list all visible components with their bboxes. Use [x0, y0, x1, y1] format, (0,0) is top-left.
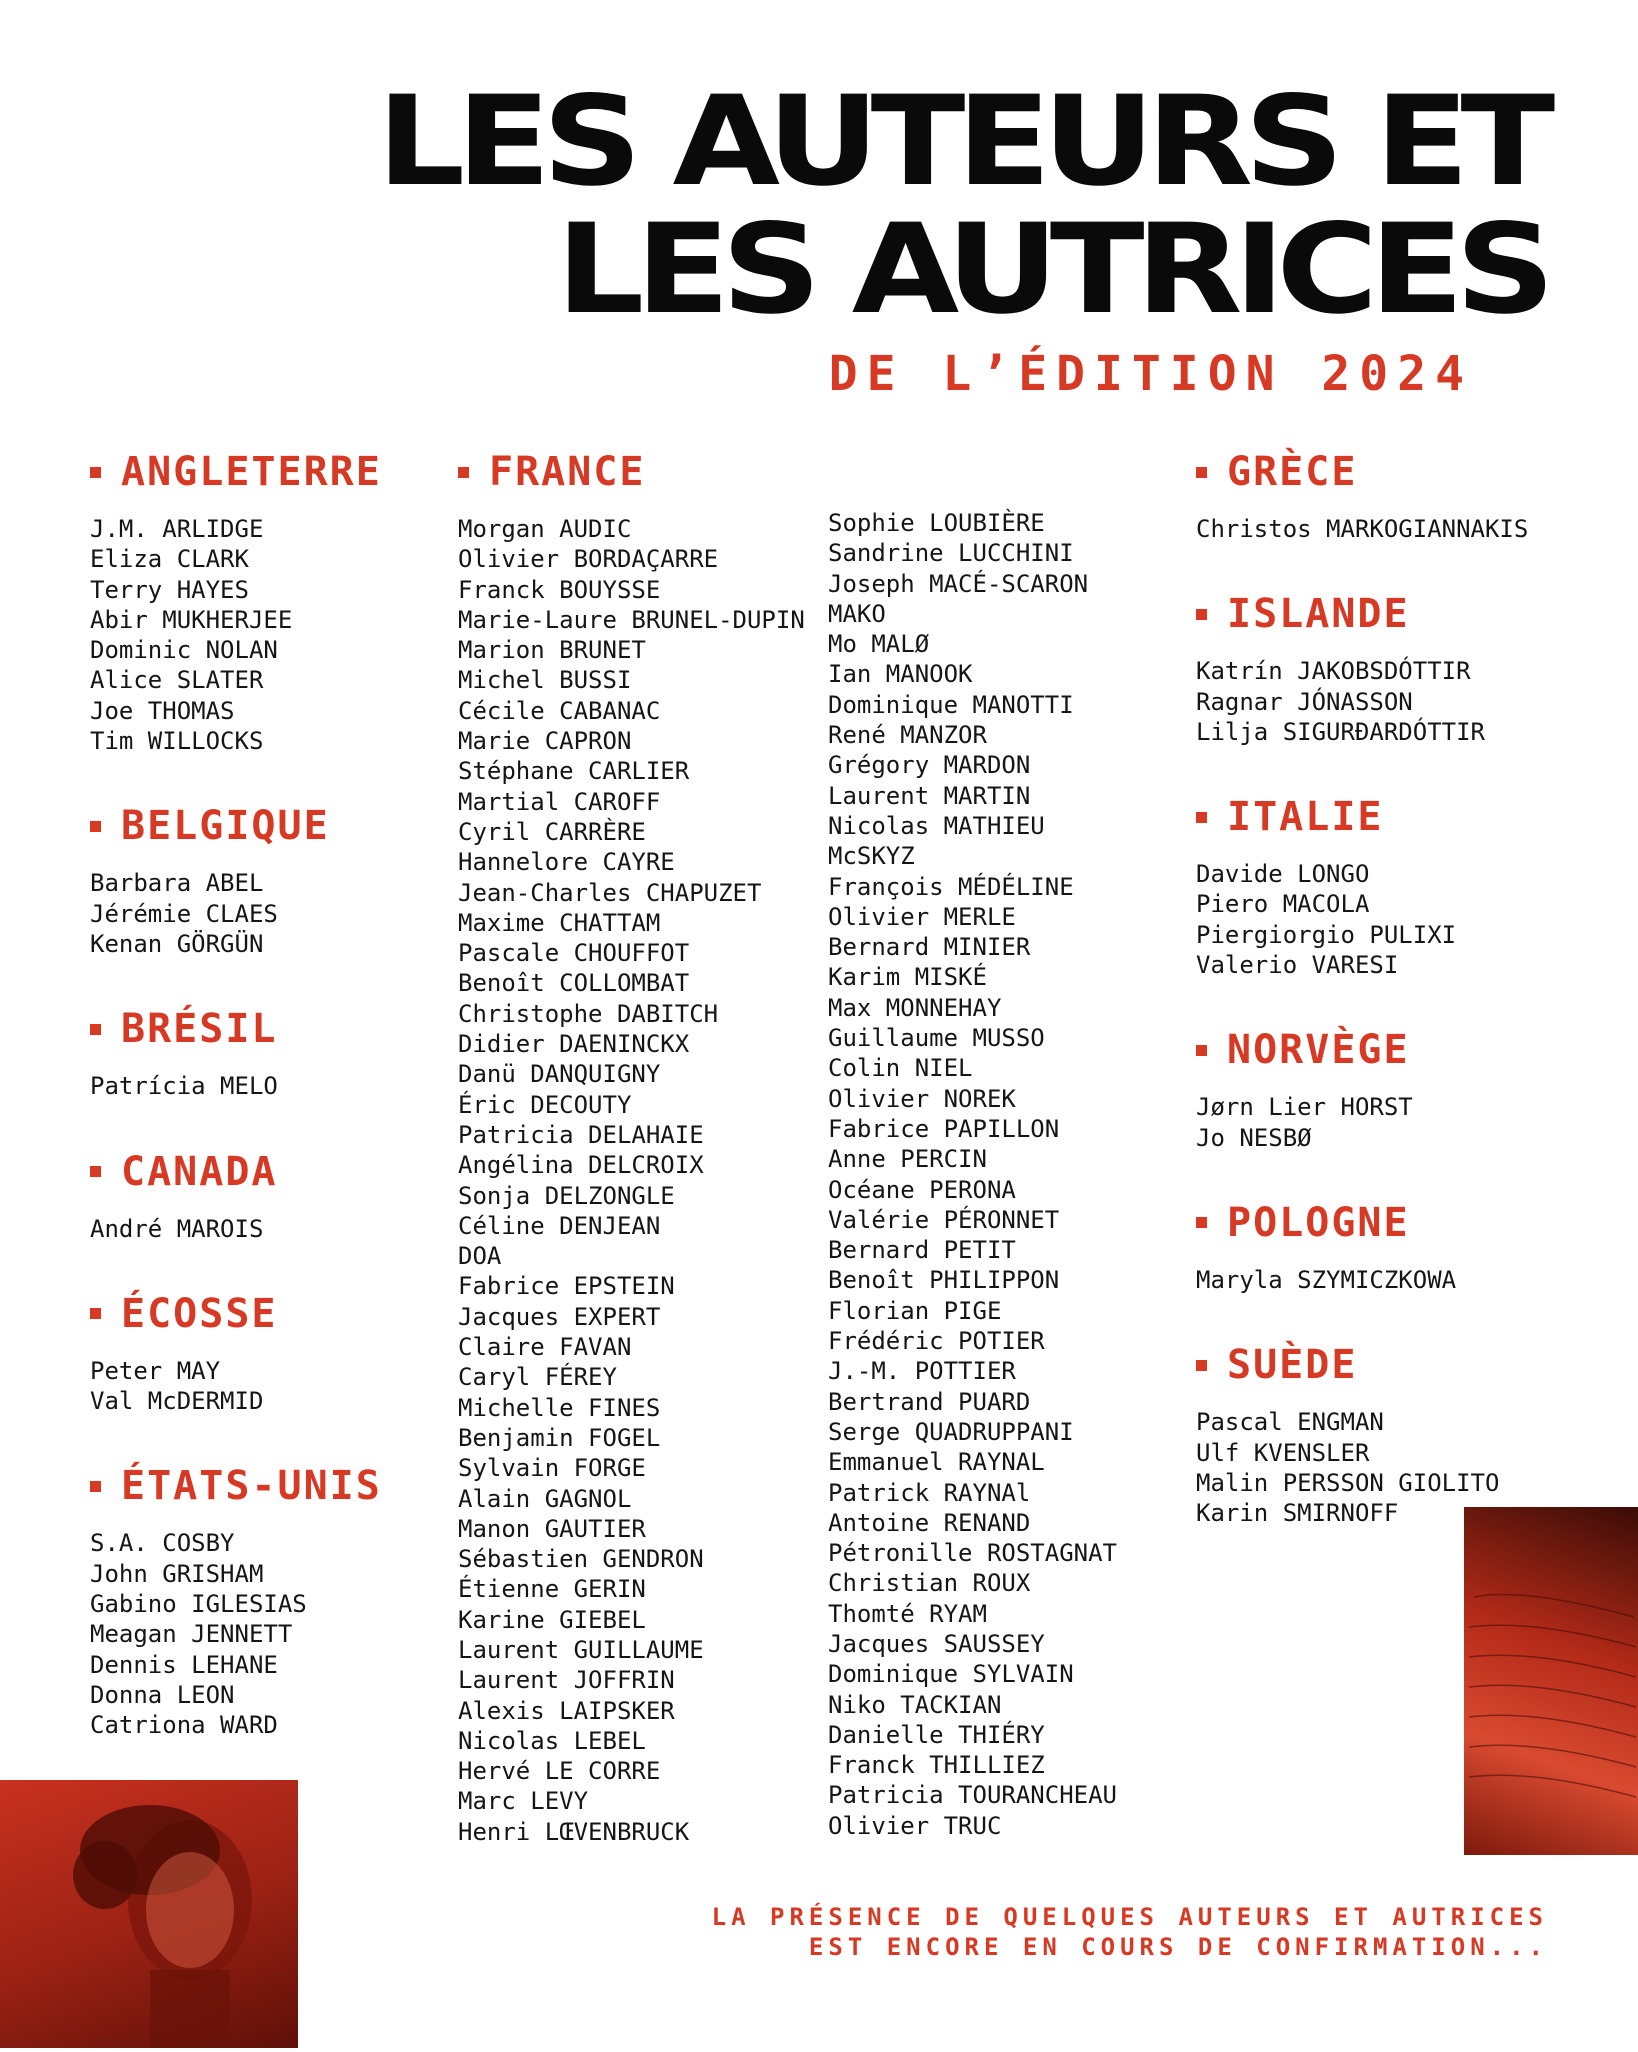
- country-name: BELGIQUE: [121, 803, 330, 850]
- confirmation-notice: [712, 1902, 1548, 1962]
- author-name: Joseph MACÉ-SCARON: [828, 569, 1089, 598]
- section-france: [458, 446, 805, 1847]
- author-name: Céline DENJEAN: [458, 1211, 661, 1240]
- author-name: Olivier BORDAÇARRE: [458, 545, 719, 574]
- author-name: Karin SMIRNOFF: [1196, 1499, 1399, 1528]
- country-name: FRANCE: [489, 449, 646, 495]
- author-name: Joe THOMAS: [90, 696, 235, 725]
- square-bullet-icon: [90, 1166, 101, 1177]
- author-name: Katrín JAKOBSDÓTTIR: [1196, 657, 1471, 686]
- author-name: Laurent MARTIN: [828, 781, 1031, 810]
- section-heading: [1196, 791, 1528, 843]
- square-bullet-icon: [90, 1481, 101, 1492]
- author-name: J.M. ARLIDGE: [90, 515, 264, 543]
- country-name: CANADA: [121, 1148, 278, 1195]
- author-name: J.-M. POTTIER: [828, 1357, 1016, 1386]
- author-name: Dominique SYLVAIN: [828, 1660, 1074, 1689]
- author-name: Fabrice PAPILLON: [828, 1114, 1060, 1143]
- section-ecosse: [90, 1288, 382, 1417]
- author-name: Abir MUKHERJEE: [90, 605, 293, 634]
- author-name: Anne PERCIN: [828, 1145, 987, 1174]
- author-name: Malin PERSSON GIOLITO: [1196, 1468, 1500, 1497]
- section-pologne: [1196, 1197, 1528, 1295]
- author-name: Sébastien GENDRON: [458, 1545, 704, 1574]
- letter-lines: [1464, 1507, 1638, 1855]
- author-list: [90, 1214, 382, 1244]
- author-name: Patrícia MELO: [90, 1072, 278, 1101]
- author-name: Franck BOUYSSE: [458, 575, 661, 604]
- author-name: Bertrand PUARD: [828, 1387, 1031, 1416]
- author-name: Catriona WARD: [90, 1711, 278, 1740]
- square-bullet-icon: [1196, 609, 1207, 620]
- square-bullet-icon: [90, 1024, 101, 1035]
- author-name: Gabino IGLESIAS: [90, 1590, 307, 1619]
- author-name: Cyril CARRÈRE: [458, 817, 646, 846]
- author-name: Bernard MINIER: [828, 933, 1031, 962]
- author-name: Max MONNEHAY: [828, 993, 1002, 1022]
- author-list: [1196, 859, 1528, 980]
- author-name: Caryl FÉREY: [458, 1363, 617, 1392]
- section-heading: [90, 800, 382, 852]
- author-name: Nicolas LEBEL: [458, 1726, 646, 1755]
- section-heading: [90, 1288, 382, 1340]
- author-name: Davide LONGO: [1196, 860, 1370, 889]
- author-name: Emmanuel RAYNAL: [828, 1448, 1045, 1477]
- author-name: Sylvain FORGE: [458, 1454, 646, 1483]
- author-name: Étienne GERIN: [458, 1575, 646, 1604]
- country-name: GRÈCE: [1227, 449, 1358, 495]
- author-list: [458, 514, 805, 1847]
- author-name: Henri LŒVENBRUCK: [458, 1817, 690, 1846]
- author-name: Jørn Lier HORST: [1196, 1093, 1413, 1122]
- column-3: [828, 508, 1117, 1841]
- square-bullet-icon: [90, 467, 101, 478]
- author-list-france-continued: [828, 508, 1117, 1841]
- author-name: Morgan AUDIC: [458, 515, 632, 543]
- author-name: Christophe DABITCH: [458, 999, 719, 1028]
- section-heading: [90, 1003, 382, 1055]
- author-name: Dominique MANOTTI: [828, 690, 1074, 719]
- section-canada: [90, 1146, 382, 1244]
- author-name: François MÉDÉLINE: [828, 872, 1074, 901]
- author-name: Alain GAGNOL: [458, 1484, 632, 1513]
- section-etats-unis: [90, 1460, 382, 1740]
- page-title: [376, 70, 1546, 342]
- author-name: Eliza CLARK: [90, 545, 249, 574]
- author-name: Océane PERONA: [828, 1175, 1016, 1204]
- column-4: [1196, 446, 1528, 1572]
- author-name: Manon GAUTIER: [458, 1514, 646, 1543]
- author-name: Maryla SZYMICZKOWA: [1196, 1265, 1457, 1294]
- author-name: Jo NESBØ: [1196, 1123, 1312, 1152]
- square-bullet-icon: [90, 821, 101, 832]
- author-name: Peter MAY: [90, 1356, 221, 1385]
- country-name: ÉTATS-UNIS: [121, 1463, 382, 1510]
- author-name: Pascal ENGMAN: [1196, 1408, 1384, 1437]
- author-name: Karim MISKÉ: [828, 963, 987, 992]
- author-name: Marc LEVY: [458, 1787, 589, 1816]
- author-name: Laurent GUILLAUME: [458, 1635, 704, 1664]
- section-heading: [1196, 1024, 1528, 1076]
- section-heading: [1196, 1339, 1528, 1391]
- author-name: Patrick RAYNAl: [828, 1478, 1031, 1507]
- section-heading: [1196, 446, 1528, 498]
- author-name: Pétronille ROSTAGNAT: [828, 1539, 1117, 1568]
- author-name: Pascale CHOUFFOT: [458, 939, 690, 968]
- square-bullet-icon: [90, 1308, 101, 1319]
- author-name: Patricia TOURANCHEAU: [828, 1781, 1117, 1810]
- section-heading: [1196, 1197, 1528, 1249]
- author-name: Terry HAYES: [90, 575, 249, 604]
- section-heading: [1196, 588, 1528, 640]
- author-list: [1196, 1092, 1528, 1153]
- author-name: Alice SLATER: [90, 666, 264, 695]
- author-name: Benjamin FOGEL: [458, 1423, 661, 1452]
- title-line-2: LES AUTRICES: [555, 198, 1546, 342]
- section-heading: [90, 1146, 382, 1198]
- author-name: Jacques SAUSSEY: [828, 1629, 1045, 1658]
- author-list: [90, 868, 382, 959]
- author-name: Stéphane CARLIER: [458, 757, 690, 786]
- country-name: BRÉSIL: [121, 1006, 278, 1053]
- author-name: Donna LEON: [90, 1680, 235, 1709]
- section-suede: [1196, 1339, 1528, 1528]
- author-name: Maxime CHATTAM: [458, 908, 661, 937]
- section-norvege: [1196, 1024, 1528, 1153]
- section-bresil: [90, 1003, 382, 1101]
- author-name: Alexis LAIPSKER: [458, 1696, 675, 1725]
- author-name: Michelle FINES: [458, 1393, 661, 1422]
- section-islande: [1196, 588, 1528, 747]
- author-name: Piero MACOLA: [1196, 890, 1370, 919]
- column-2: [458, 446, 805, 1891]
- author-name: Didier DAENINCKX: [458, 1030, 690, 1059]
- author-name: MAKO: [828, 599, 886, 628]
- author-name: Ulf KVENSLER: [1196, 1438, 1370, 1467]
- author-name: Claire FAVAN: [458, 1333, 632, 1362]
- section-italie: [1196, 791, 1528, 980]
- author-name: Marion BRUNET: [458, 636, 646, 665]
- title-line-1: LES AUTEURS ET: [376, 70, 1546, 214]
- author-name: Angélina DELCROIX: [458, 1151, 704, 1180]
- author-name: Marie-Laure BRUNEL-DUPIN: [458, 605, 805, 634]
- country-name: SUÈDE: [1227, 1342, 1358, 1389]
- author-name: Benoît PHILIPPON: [828, 1266, 1060, 1295]
- portrait-silhouette: [0, 1780, 298, 2048]
- author-name: Laurent JOFFRIN: [458, 1666, 675, 1695]
- author-name: Olivier NOREK: [828, 1084, 1016, 1113]
- author-name: Sandrine LUCCHINI: [828, 539, 1074, 568]
- author-name: S.A. COSBY: [90, 1529, 235, 1558]
- country-name: NORVÈGE: [1227, 1027, 1410, 1074]
- author-name: Colin NIEL: [828, 1054, 973, 1083]
- author-name: Fabrice EPSTEIN: [458, 1272, 675, 1301]
- author-name: Meagan JENNETT: [90, 1620, 293, 1649]
- author-name: Piergiorgio PULIXI: [1196, 920, 1457, 949]
- author-name: Franck THILLIEZ: [828, 1751, 1045, 1780]
- author-name: Lilja SIGURÐARDÓTTIR: [1196, 717, 1485, 746]
- author-name: Sophie LOUBIÈRE: [828, 509, 1045, 537]
- column-1: [90, 446, 382, 1785]
- section-belgique: [90, 800, 382, 959]
- section-heading: [90, 1460, 382, 1512]
- author-name: Barbara ABEL: [90, 869, 264, 898]
- author-name: Olivier TRUC: [828, 1811, 1002, 1840]
- author-list: [1196, 1265, 1528, 1295]
- author-name: René MANZOR: [828, 721, 987, 750]
- author-name: Cécile CABANAC: [458, 696, 661, 725]
- section-heading: [458, 446, 805, 498]
- author-name: Christos MARKOGIANNAKIS: [1196, 515, 1529, 543]
- square-bullet-icon: [1196, 467, 1207, 478]
- author-name: Florian PIGE: [828, 1296, 1002, 1325]
- author-name: André MAROIS: [90, 1214, 264, 1243]
- author-list: [90, 1528, 382, 1740]
- author-name: Hervé LE CORRE: [458, 1757, 661, 1786]
- author-name: Hannelore CAYRE: [458, 848, 675, 877]
- author-name: Christian ROUX: [828, 1569, 1031, 1598]
- author-list: [1196, 656, 1528, 747]
- author-name: Jacques EXPERT: [458, 1302, 661, 1331]
- author-name: Patricia DELAHAIE: [458, 1120, 704, 1149]
- notice-line-1: LA PRÉSENCE DE QUELQUES AUTEURS ET AUTRICES: [711, 1903, 1548, 1931]
- edition-subtitle: DE L’ÉDITION 2024: [828, 346, 1473, 402]
- author-name: Valérie PÉRONNET: [828, 1205, 1060, 1234]
- author-name: Tim WILLOCKS: [90, 727, 264, 756]
- author-name: Val McDERMID: [90, 1387, 264, 1416]
- author-name: Guillaume MUSSO: [828, 1024, 1045, 1053]
- author-name: Danü DANQUIGNY: [458, 1060, 661, 1089]
- author-name: Mo MALØ: [828, 630, 930, 659]
- author-name: Sonja DELZONGLE: [458, 1181, 675, 1210]
- author-name: Nicolas MATHIEU: [828, 811, 1045, 840]
- square-bullet-icon: [1196, 1217, 1207, 1228]
- section-heading: [90, 446, 382, 498]
- author-name: Valerio VARESI: [1196, 951, 1399, 980]
- author-list: [1196, 514, 1528, 544]
- author-name: Dominic NOLAN: [90, 636, 278, 665]
- author-name: Martial CAROFF: [458, 787, 661, 816]
- country-name: ITALIE: [1227, 794, 1384, 841]
- author-name: Marie CAPRON: [458, 727, 632, 756]
- author-name: Niko TACKIAN: [828, 1690, 1002, 1719]
- author-name: Serge QUADRUPPANI: [828, 1417, 1074, 1446]
- author-name: Kenan GÖRGÜN: [90, 929, 264, 958]
- author-name: Jérémie CLAES: [90, 899, 278, 928]
- author-name: Ian MANOOK: [828, 660, 973, 689]
- notice-line-2: EST ENCORE EN COURS DE CONFIRMATION...: [808, 1933, 1548, 1961]
- author-name: Jean-Charles CHAPUZET: [458, 878, 762, 907]
- square-bullet-icon: [1196, 1045, 1207, 1056]
- author-name: Benoît COLLOMBAT: [458, 969, 690, 998]
- square-bullet-icon: [1196, 812, 1207, 823]
- country-name: ANGLETERRE: [121, 449, 382, 495]
- author-name: Frédéric POTIER: [828, 1327, 1045, 1356]
- country-name: ISLANDE: [1227, 591, 1410, 638]
- author-name: Danielle THIÉRY: [828, 1720, 1045, 1749]
- square-bullet-icon: [1196, 1360, 1207, 1371]
- square-bullet-icon: [458, 467, 469, 478]
- woman-portrait-photo: [0, 1780, 298, 2048]
- author-name: Ragnar JÓNASSON: [1196, 687, 1413, 716]
- author-name: McSKYZ: [828, 842, 915, 871]
- author-list: [90, 514, 382, 756]
- author-name: Dennis LEHANE: [90, 1650, 278, 1679]
- country-name: ÉCOSSE: [121, 1290, 278, 1337]
- author-name: Karine GIEBEL: [458, 1605, 646, 1634]
- author-name: Antoine RENAND: [828, 1508, 1031, 1537]
- author-name: Éric DECOUTY: [458, 1090, 632, 1119]
- author-name: Olivier MERLE: [828, 902, 1016, 931]
- author-name: Thomté RYAM: [828, 1599, 987, 1628]
- author-name: DOA: [458, 1242, 502, 1271]
- country-name: POLOGNE: [1227, 1199, 1410, 1246]
- author-name: Bernard PETIT: [828, 1236, 1016, 1265]
- author-list: [90, 1356, 382, 1417]
- author-name: Michel BUSSI: [458, 666, 632, 695]
- section-angleterre: [90, 446, 382, 756]
- author-name: John GRISHAM: [90, 1559, 264, 1588]
- handwritten-letter-photo: [1464, 1507, 1638, 1855]
- section-grece: [1196, 446, 1528, 544]
- author-list: [90, 1071, 382, 1101]
- author-name: Grégory MARDON: [828, 751, 1031, 780]
